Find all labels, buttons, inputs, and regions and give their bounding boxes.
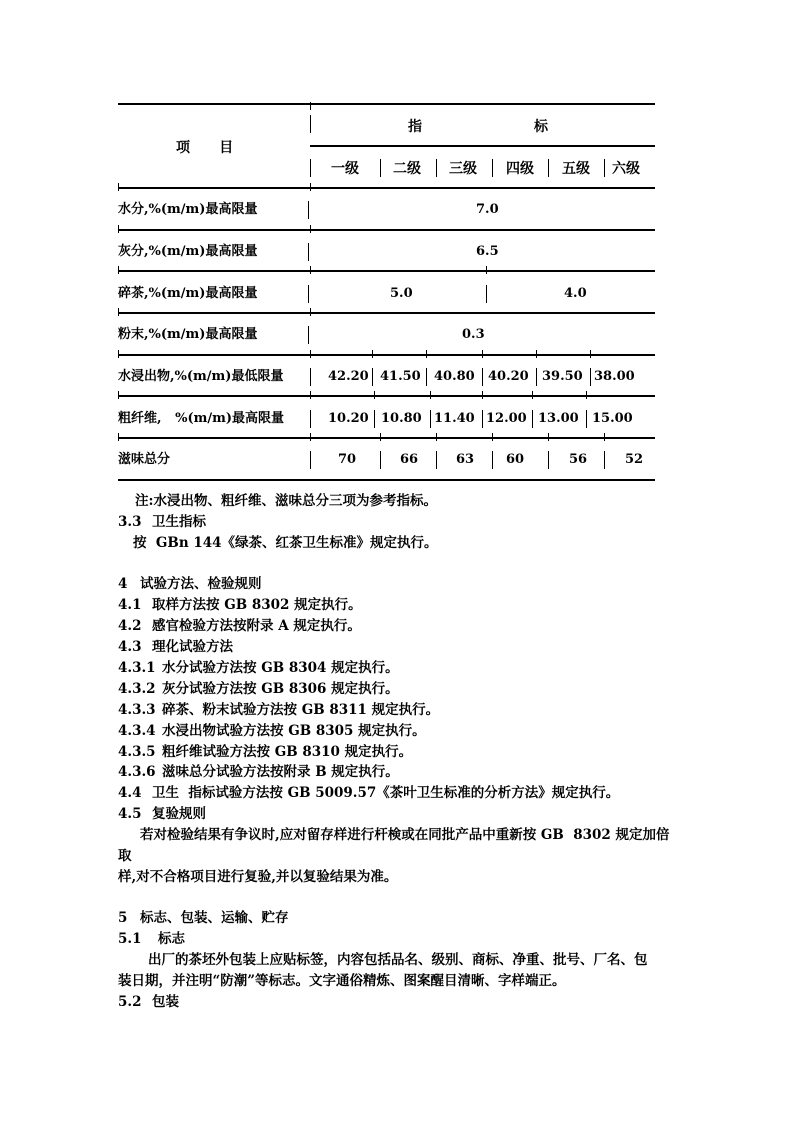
col-divider: [310, 410, 311, 428]
section-4-2-text: 感官检验方法按附录 A 规定执行。: [152, 618, 361, 634]
grade-divider: [380, 451, 381, 469]
col-divider: [308, 201, 309, 219]
section-4-1-text: 取样方法按 GB 8302 规定执行。: [152, 597, 362, 613]
section-4-3-1-number: 4.3.1: [118, 660, 156, 676]
grade-divider: [380, 159, 381, 177]
grade-header: 二级: [393, 161, 421, 177]
row-label: 碎茶,%(m/m)最高限量: [118, 286, 258, 301]
section-3-3-number: 3.3: [118, 514, 142, 530]
tick: [118, 433, 119, 441]
tick: [532, 391, 533, 399]
section-5-1-title: 标志: [158, 931, 185, 947]
tick: [426, 350, 427, 358]
section-3-3-text: 按 GBn 144《绿茶、红茶卫生标准》规定执行。: [133, 535, 438, 551]
tick: [486, 266, 487, 274]
section-4-3-2-number: 4.3.2: [118, 681, 156, 697]
section-4-3-6-number: 4.3.6: [118, 764, 156, 780]
tick: [374, 391, 375, 399]
grade-header: 一级: [331, 161, 359, 177]
header-indicator-right: 标: [534, 119, 548, 135]
section-4-3-4-number: 4.3.4: [118, 723, 156, 739]
grade-divider: [482, 368, 483, 386]
grade-divider: [492, 451, 493, 469]
section-4-5-paragraph: 取: [118, 848, 132, 864]
cell-value: 13.00: [538, 411, 579, 426]
grade-divider: [374, 410, 375, 428]
section-4-3-5-number: 4.3.5: [118, 744, 156, 760]
section-4-3-4-text: 水浸出物试验方法按 GB 8305 规定执行。: [162, 723, 426, 739]
section-5-2-title: 包装: [152, 994, 179, 1010]
grade-divider: [532, 410, 533, 428]
tick: [310, 350, 311, 358]
table-note: 注:水浸出物、粗纤维、滋味总分三项为参考指标。: [135, 493, 437, 509]
tick: [310, 266, 311, 274]
row-rule: [118, 354, 655, 356]
cell-value: 70: [338, 452, 357, 467]
tick: [436, 433, 437, 441]
grade-divider: [430, 410, 431, 428]
table-top-rule: [118, 103, 655, 105]
tick: [548, 433, 549, 441]
grade-divider: [536, 368, 537, 386]
section-4-2-number: 4.2: [118, 618, 142, 634]
grade-divider: [548, 159, 549, 177]
tick: [118, 350, 119, 358]
header-split-rule: [310, 145, 655, 147]
cell-value: 10.20: [328, 411, 369, 426]
col-divider: [310, 115, 311, 133]
header-item: 项 目: [176, 140, 234, 156]
row-label: 水分,%(m/m)最高限量: [118, 202, 258, 217]
cell-value: 11.40: [434, 411, 475, 426]
section-4-3-5-text: 粗纤维试验方法按 GB 8310 规定执行。: [162, 744, 413, 760]
cell-value: 15.00: [592, 411, 633, 426]
grade-divider: [372, 368, 373, 386]
section-4-3-text: 理化试验方法: [152, 639, 233, 655]
section-5-2-number: 5.2: [118, 994, 142, 1010]
tick: [482, 391, 483, 399]
cell-value: 40.20: [488, 369, 529, 384]
tick: [482, 350, 483, 358]
grade-header: 四级: [506, 161, 534, 177]
tick: [310, 225, 311, 233]
cell-value: 41.50: [380, 369, 421, 384]
section-5-1-paragraph: 出厂的茶坯外包装上应贴标签，内容包括品名、级别、商标、净重、批号、厂名、包: [148, 952, 648, 968]
grade-divider: [604, 451, 605, 469]
cell-value: 63: [456, 452, 475, 467]
cell-value: 56: [569, 452, 588, 467]
section-4-5-paragraph: 若对检验结果有争议时,应对留存样进行杆検或在同批产品中重新按 GB 8302 规定加倍: [140, 827, 670, 843]
cell-value: 0.3: [462, 327, 485, 342]
grade-divider: [492, 159, 493, 177]
tick: [536, 350, 537, 358]
section-4-3-6-text: 滋味总分试验方法按附录 B 规定执行。: [162, 764, 399, 780]
section-4-5-number: 4.5: [118, 806, 142, 822]
col-divider: [310, 368, 311, 386]
section-4-1-number: 4.1: [118, 597, 142, 613]
row-label: 粗纤维, %(m/m)最高限量: [118, 411, 285, 426]
grade-divider: [482, 410, 483, 428]
cell-value: 39.50: [542, 369, 583, 384]
tick: [118, 183, 119, 191]
tick: [430, 391, 431, 399]
grade-divider: [590, 368, 591, 386]
cell-value: 66: [400, 452, 419, 467]
section-4-3-3-number: 4.3.3: [118, 702, 156, 718]
tick: [310, 308, 311, 316]
tick: [310, 183, 311, 191]
tick: [310, 102, 311, 110]
grade-divider: [604, 159, 605, 177]
header-indicator-left: 指: [408, 119, 422, 135]
section-4-number: 4: [118, 576, 128, 592]
row-rule: [118, 270, 655, 272]
grade-divider: [436, 451, 437, 469]
grade-header: 六级: [612, 161, 640, 177]
cell-value: 52: [625, 452, 644, 467]
col-divider: [310, 159, 311, 177]
section-4-title: 试验方法、检验规则: [140, 576, 262, 592]
tick: [590, 350, 591, 358]
row-label: 滋味总分: [118, 452, 171, 467]
cell-value: 40.80: [434, 369, 475, 384]
cell-value: 6.5: [476, 244, 499, 259]
section-4-5-title: 复验规则: [152, 806, 206, 822]
row-rule: [118, 437, 655, 439]
tick: [118, 266, 119, 274]
table-bottom-rule: [118, 479, 655, 481]
section-5-title: 标志、包装、运输、贮存: [140, 910, 289, 926]
cell-value: 10.80: [381, 411, 422, 426]
section-4-3-1-text: 水分试验方法按 GB 8304 规定执行。: [162, 660, 399, 676]
section-4-5-paragraph: 样,对不合格项目进行复验,并以复验结果为准。: [118, 869, 398, 885]
tick: [380, 433, 381, 441]
tick: [118, 225, 119, 233]
tick: [604, 433, 605, 441]
tick: [118, 308, 119, 316]
section-4-3-number: 4.3: [118, 639, 142, 655]
row-label: 灰分,%(m/m)最高限量: [118, 244, 258, 259]
cell-value: 42.20: [328, 369, 369, 384]
row-label: 粉末,%(m/m)最高限量: [118, 327, 258, 342]
row-rule: [118, 312, 655, 314]
col-divider: [308, 285, 309, 303]
section-5-1-paragraph: 装日期，并注明“防潮”等标志。文字通俗精炼、图案醒目清晰、字样端正。: [118, 973, 566, 989]
tick: [586, 391, 587, 399]
tick: [372, 350, 373, 358]
grade-divider: [426, 368, 427, 386]
tick: [118, 391, 119, 399]
cell-value: 12.00: [486, 411, 527, 426]
section-4-3-3-text: 碎茶、粉末试验方法按 GB 8311 规定执行。: [162, 702, 440, 718]
grade-header: 五级: [562, 161, 590, 177]
cell-value: 60: [506, 452, 525, 467]
tick: [310, 391, 311, 399]
row-rule: [118, 229, 655, 231]
indicator-table: [118, 103, 655, 481]
cell-value: 38.00: [594, 369, 635, 384]
grade-divider: [548, 451, 549, 469]
tick: [310, 433, 311, 441]
cell-value: 5.0: [390, 286, 413, 301]
grade-divider: [586, 410, 587, 428]
grade-header: 三级: [449, 161, 477, 177]
col-divider: [308, 243, 309, 261]
section-4-4-text: 卫生 指标试验方法按 GB 5009.57《茶叶卫生标准的分析方法》规定执行。: [152, 785, 620, 801]
section-3-3-title: 卫生指标: [152, 514, 206, 530]
section-4-4-number: 4.4: [118, 785, 142, 801]
row-rule: [118, 395, 655, 397]
tick: [492, 433, 493, 441]
cell-value: 7.0: [476, 202, 499, 217]
section-4-3-2-text: 灰分试验方法按 GB 8306 规定执行。: [162, 681, 399, 697]
col-divider: [308, 326, 309, 344]
row-rule: [118, 187, 655, 189]
grade-divider: [486, 285, 487, 303]
row-label: 水浸出物,%(m/m)最低限量: [118, 369, 284, 384]
section-5-1-number: 5.1: [118, 931, 142, 947]
grade-divider: [436, 159, 437, 177]
col-divider: [310, 451, 311, 469]
section-5-number: 5: [118, 910, 128, 926]
cell-value: 4.0: [564, 286, 587, 301]
